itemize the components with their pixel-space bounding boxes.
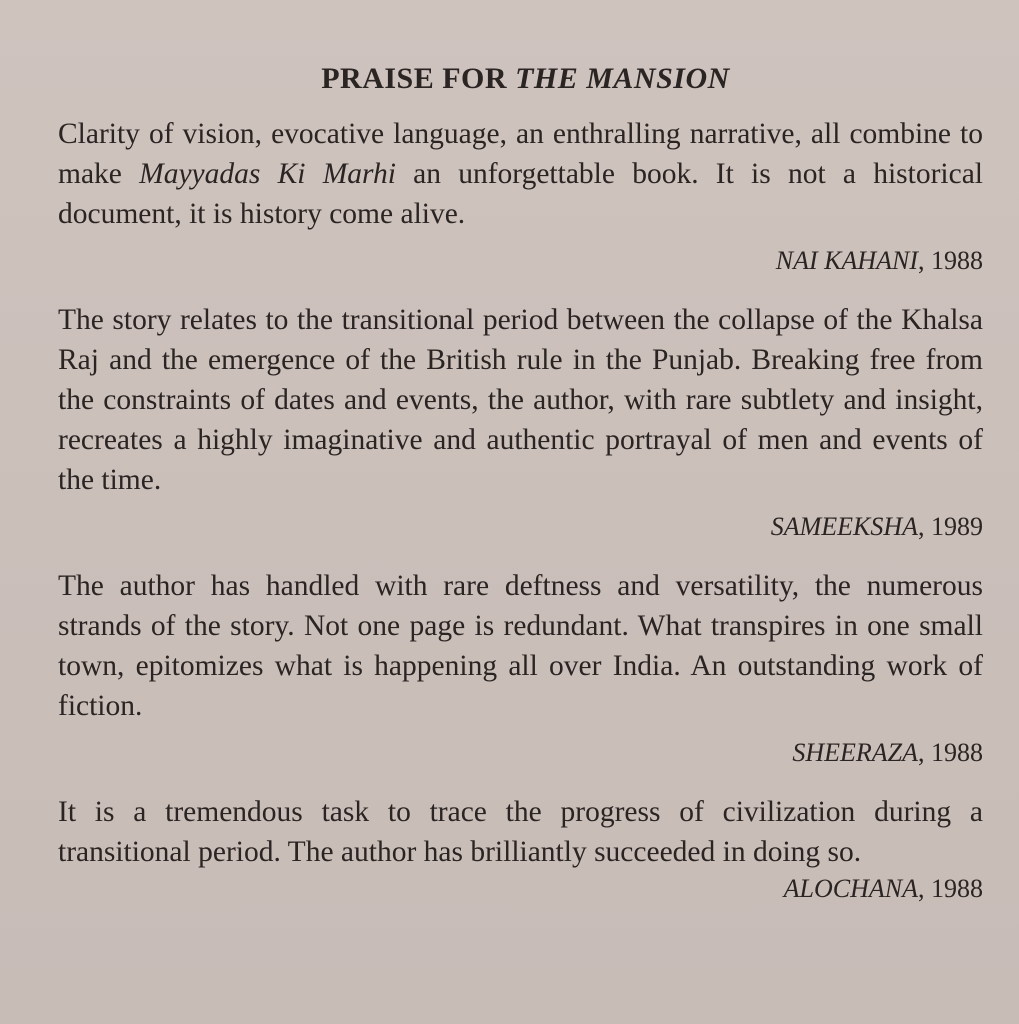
page-heading — [58, 62, 983, 96]
review-source-year: , 1988 — [918, 246, 983, 275]
review-block — [58, 566, 983, 770]
heading-prefix: PRAISE FOR — [321, 62, 516, 95]
review-block — [58, 792, 983, 906]
review-source-year: , 1988 — [918, 874, 983, 903]
review-source — [58, 510, 983, 544]
review-source-name: SAMEEKSHA — [770, 512, 918, 541]
review-text: It is a tremendous task to trace the progress of civilization during a transitional period. The author has brilliantly succeeded in doing so. — [58, 796, 983, 868]
review-block — [58, 300, 983, 544]
review-quote — [58, 792, 983, 872]
review-text: The story relates to the transitional period between the collapse of the Khalsa Raj and the emergence of the British rule in the Punjab. Breaking free from the constraints of dates and events, the author, with rare subtlety and insight, recreates a highly imaginative and authentic portrayal of men and events of the time. — [58, 304, 983, 496]
heading-book-title: THE MANSION — [515, 62, 730, 95]
review-source — [58, 736, 983, 770]
review-block — [58, 114, 983, 278]
review-source-year: , 1988 — [918, 738, 983, 767]
review-text: The author has handled with rare deftness and versatility, the numerous strands of the story. Not one page is redundant. What transpires in one small town, epitomizes what is happening all over India. An outstanding work of fiction. — [58, 570, 983, 722]
review-source-name: SHEERAZA — [792, 738, 918, 767]
review-source-name: ALOCHANA — [783, 874, 918, 903]
review-quote — [58, 566, 983, 726]
review-source-name: NAI KAHANI — [775, 246, 918, 275]
review-text: Clarity of vision, evocative language, an enthralling narrative, all combine to make — [58, 118, 983, 190]
review-text: an unforgettable book. It is not a historical document, it is history come alive. — [58, 158, 983, 230]
review-source — [58, 244, 983, 278]
review-quote — [58, 300, 983, 500]
review-source — [58, 872, 983, 906]
review-book-title: Mayyadas Ki Marhi — [139, 158, 396, 190]
review-source-year: , 1989 — [918, 512, 983, 541]
review-quote — [58, 114, 983, 234]
